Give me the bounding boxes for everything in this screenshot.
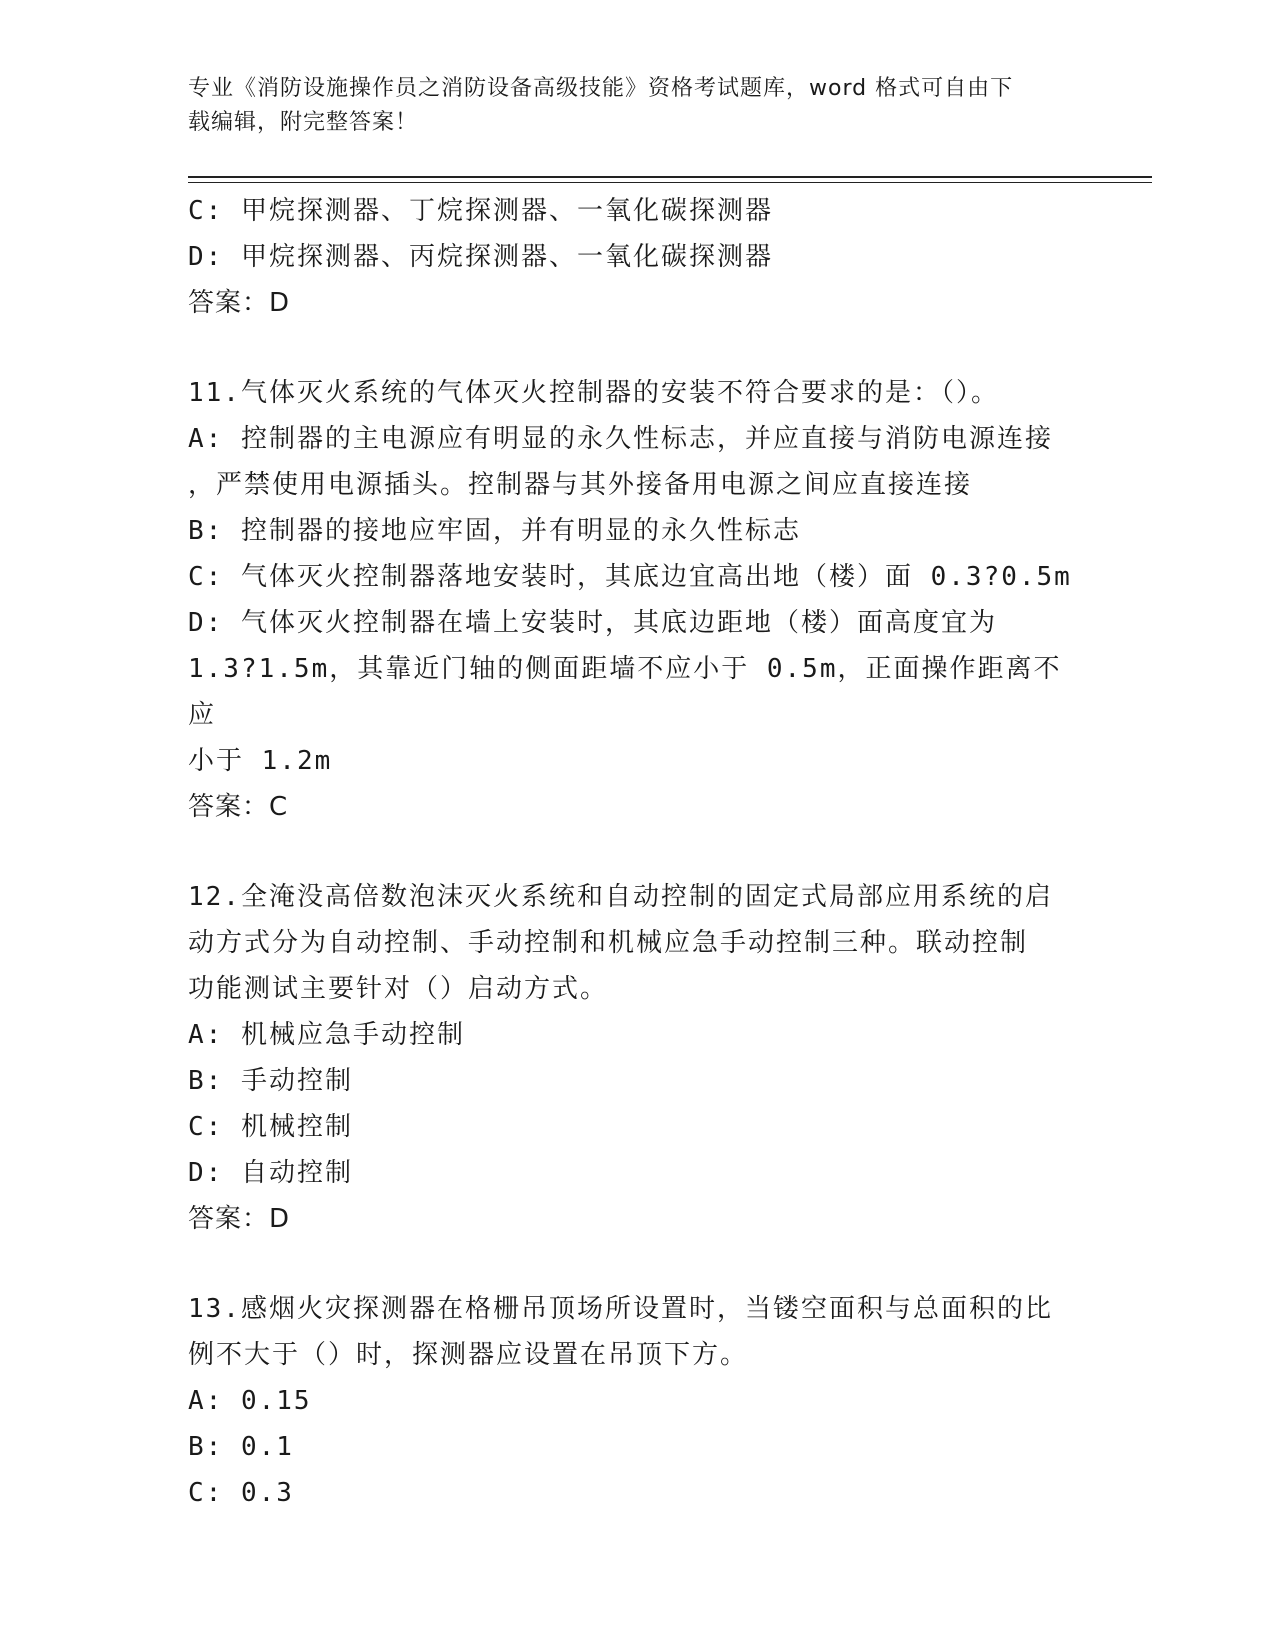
answer-line: 答案：C: [188, 792, 289, 822]
option-d-continued: 小于 1.2m: [188, 746, 333, 776]
option-c: C: 气体灭火控制器落地安装时，其底边宜高出地（楼）面 0.3?0.5m: [188, 562, 1072, 592]
option-d: D: 气体灭火控制器在墙上安装时，其底边距地（楼）面高度宜为: [188, 608, 997, 638]
question-stem: 12.全淹没高倍数泡沫灭火系统和自动控制的固定式局部应用系统的启: [188, 882, 1053, 912]
answer-line: 答案：D: [188, 1204, 291, 1234]
question-stem-continued: 例不大于（）时，探测器应设置在吊顶下方。: [188, 1340, 749, 1370]
question-stem-continued: 功能测试主要针对（）启动方式。: [188, 974, 609, 1004]
spacer: [188, 1242, 1088, 1286]
answer-line: 答案：D: [188, 288, 291, 318]
question-stem-continued: 动方式分为自动控制、手动控制和机械应急手动控制三种。联动控制: [188, 928, 1029, 958]
question-stem: 13.感烟火灾探测器在格栅吊顶场所设置时，当镂空面积与总面积的比: [188, 1294, 1053, 1324]
question-block-previous: [188, 188, 1088, 326]
option-b: B: 控制器的接地应牢固，并有明显的永久性标志: [188, 516, 801, 546]
question-block-12: [188, 874, 1088, 1242]
option-a: A: 控制器的主电源应有明显的永久性标志，并应直接与消防电源连接: [188, 424, 1053, 454]
header-divider-thin: [188, 182, 1152, 183]
spacer: [188, 830, 1088, 874]
option-d-continued: 1.3?1.5m，其靠近门轴的侧面距墙不应小于 0.5m，正面操作距离不应: [188, 654, 1062, 730]
question-block-11: [188, 370, 1088, 830]
option-d: D: 甲烷探测器、丙烷探测器、一氧化碳探测器: [188, 242, 773, 272]
option-b: B: 0.1: [188, 1432, 294, 1462]
option-d: D: 自动控制: [188, 1158, 353, 1188]
document-header: [188, 72, 1068, 140]
spacer: [188, 326, 1088, 370]
header-line-1: 专业《消防设施操作员之消防设备高级技能》资格考试题库，word 格式可自由下: [188, 76, 1014, 101]
option-a: A: 0.15: [188, 1386, 312, 1416]
question-stem: 11.气体灭火系统的气体灭火控制器的安装不符合要求的是：（）。: [188, 378, 999, 408]
option-c: C: 机械控制: [188, 1112, 353, 1142]
option-c: C: 0.3: [188, 1478, 294, 1508]
option-c: C: 甲烷探测器、丁烷探测器、一氧化碳探测器: [188, 196, 773, 226]
option-a-continued: ，严禁使用电源插头。控制器与其外接备用电源之间应直接连接: [188, 470, 973, 500]
option-a: A: 机械应急手动控制: [188, 1020, 465, 1050]
option-b: B: 手动控制: [188, 1066, 353, 1096]
question-block-13: [188, 1286, 1088, 1516]
header-line-2: 载编辑，附完整答案！: [188, 110, 419, 135]
header-divider-thick: [188, 176, 1152, 178]
question-content: [188, 188, 1088, 1516]
